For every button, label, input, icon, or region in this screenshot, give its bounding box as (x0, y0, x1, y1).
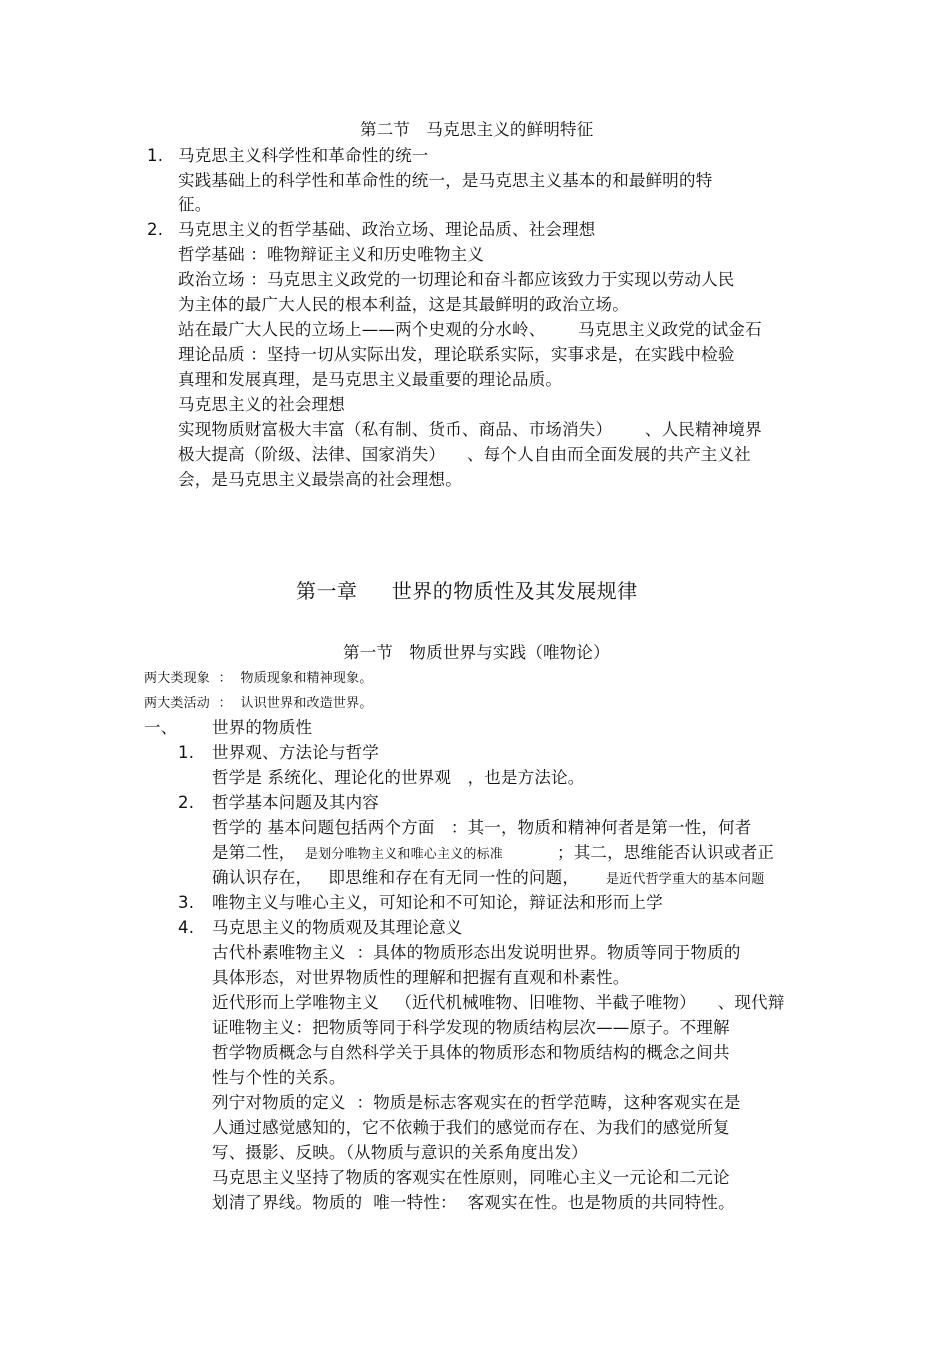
paragraph-line: 证唯物主义：把物质等同于科学发现的物质结构层次——原子。不理解 (212, 1018, 730, 1037)
note-line: 两大类活动 ： 认识世界和改造世界。 (144, 696, 373, 711)
paragraph-line: 真理和发展真理，是马克思主义最重要的理论品质。 (178, 370, 563, 389)
section-title: 第一节 物质世界与实践（唯物论） (343, 643, 610, 662)
note-line: 两大类现象 ： 物质现象和精神现象。 (144, 671, 373, 686)
paragraph-line: 哲学基础 ：唯物辩证主义和历史唯物主义 (178, 245, 485, 264)
paragraph-line: 确认识存在， 即思维和存在有无同一性的问题， (212, 868, 580, 887)
list-number: 2. (178, 793, 195, 812)
section-title: 第二节 马克思主义的鲜明特征 (360, 120, 594, 139)
paragraph-line: 极大提高（阶级、法律、国家消失） 、每个人自由而全面发展的共产主义社 (178, 445, 751, 464)
paragraph-line: 会，是马克思主义最崇高的社会理想。 (178, 470, 462, 489)
list-item-heading: 哲学基本问题及其内容 (212, 793, 379, 812)
paragraph-line: 古代朴素唯物主义 ：具体的物质形态出发说明世界。物质等同于物质的 (212, 943, 741, 962)
paragraph-line: 理论品质 ：坚持一切从实际出发，理论联系实际，实事求是，在实践中检验 (178, 345, 735, 364)
paragraph-line: 实践基础上的科学性和革命性的统一，是马克思主义基本的和最鲜明的特 (178, 171, 713, 190)
paragraph-line: 政治立场 ：马克思主义政党的一切理论和奋斗都应该致力于实现以劳动人民 (178, 270, 735, 289)
paragraph-line: 近代形而上学唯物主义 （近代机械唯物、旧唯物、半截子唯物） 、现代辩 (212, 993, 785, 1012)
list-item-heading: 马克思主义的哲学基础、政治立场、理论品质、社会理想 (178, 220, 596, 239)
paragraph-line: 是第二性， (212, 843, 296, 862)
inline-note: 是近代哲学重大的基本问题 (606, 872, 765, 887)
paragraph-line: 马克思主义坚持了物质的客观实在性原则，同唯心主义一元论和二元论 (212, 1168, 730, 1187)
part-heading: 世界的物质性 (212, 718, 313, 737)
chapter-title: 第一章 世界的物质性及其发展规律 (296, 579, 638, 603)
list-item-heading: 唯物主义与唯心主义，可知论和不可知论，辩证法和形而上学 (212, 893, 663, 912)
list-number: 1. (147, 146, 164, 165)
paragraph-line: 站在最广大人民的立场上——两个史观的分水岭、 马克思主义政党的试金石 (178, 320, 762, 339)
paragraph-line: 马克思主义的社会理想 (178, 395, 345, 414)
paragraph-line: 哲学是 系统化、理论化的世界观 ，也是方法论。 (212, 768, 585, 787)
list-item-heading: 马克思主义的物质观及其理论意义 (212, 918, 463, 937)
paragraph-line: ；其二，思维能否认识或者正 (557, 843, 775, 862)
paragraph-line: 划清了界线。物质的 唯一特性： 客观实在性。也是物质的共同特性。 (212, 1193, 735, 1212)
paragraph-line: 列宁对物质的定义 ：物质是标志客观实在的哲学范畴，这种客观实在是 (212, 1093, 741, 1112)
list-number: 3. (178, 893, 195, 912)
paragraph-line: 写、摄影、反映。（从物质与意识的关系角度出发） (212, 1143, 588, 1162)
list-number: 2. (147, 220, 164, 239)
list-number: 1. (178, 743, 195, 762)
part-number: 一、 (144, 718, 178, 737)
paragraph-line: 实现物质财富极大丰富（私有制、货币、商品、市场消失） 、人民精神境界 (178, 420, 762, 439)
paragraph-line: 哲学的 基本问题包括两个方面 ：其一，物质和精神何者是第一性，何者 (212, 818, 752, 837)
paragraph-line: 性与个性的关系。 (212, 1068, 346, 1087)
list-number: 4. (178, 918, 195, 937)
paragraph-line: 具体形态，对世界物质性的理解和把握有直观和朴素性。 (212, 968, 630, 987)
paragraph-line: 哲学物质概念与自然科学关于具体的物质形态和物质结构的概念之间共 (212, 1043, 730, 1062)
paragraph-line: 为主体的最广大人民的根本利益，这是其最鲜明的政治立场。 (178, 295, 629, 314)
paragraph-line: 征。 (178, 195, 212, 214)
list-item-heading: 马克思主义科学性和革命性的统一 (178, 146, 429, 165)
inline-note: 是划分唯物主义和唯心主义的标准 (305, 847, 504, 862)
list-item-heading: 世界观、方法论与哲学 (212, 743, 379, 762)
paragraph-line: 人通过感觉感知的，它不依赖于我们的感觉而存在、为我们的感觉所复 (212, 1118, 730, 1137)
